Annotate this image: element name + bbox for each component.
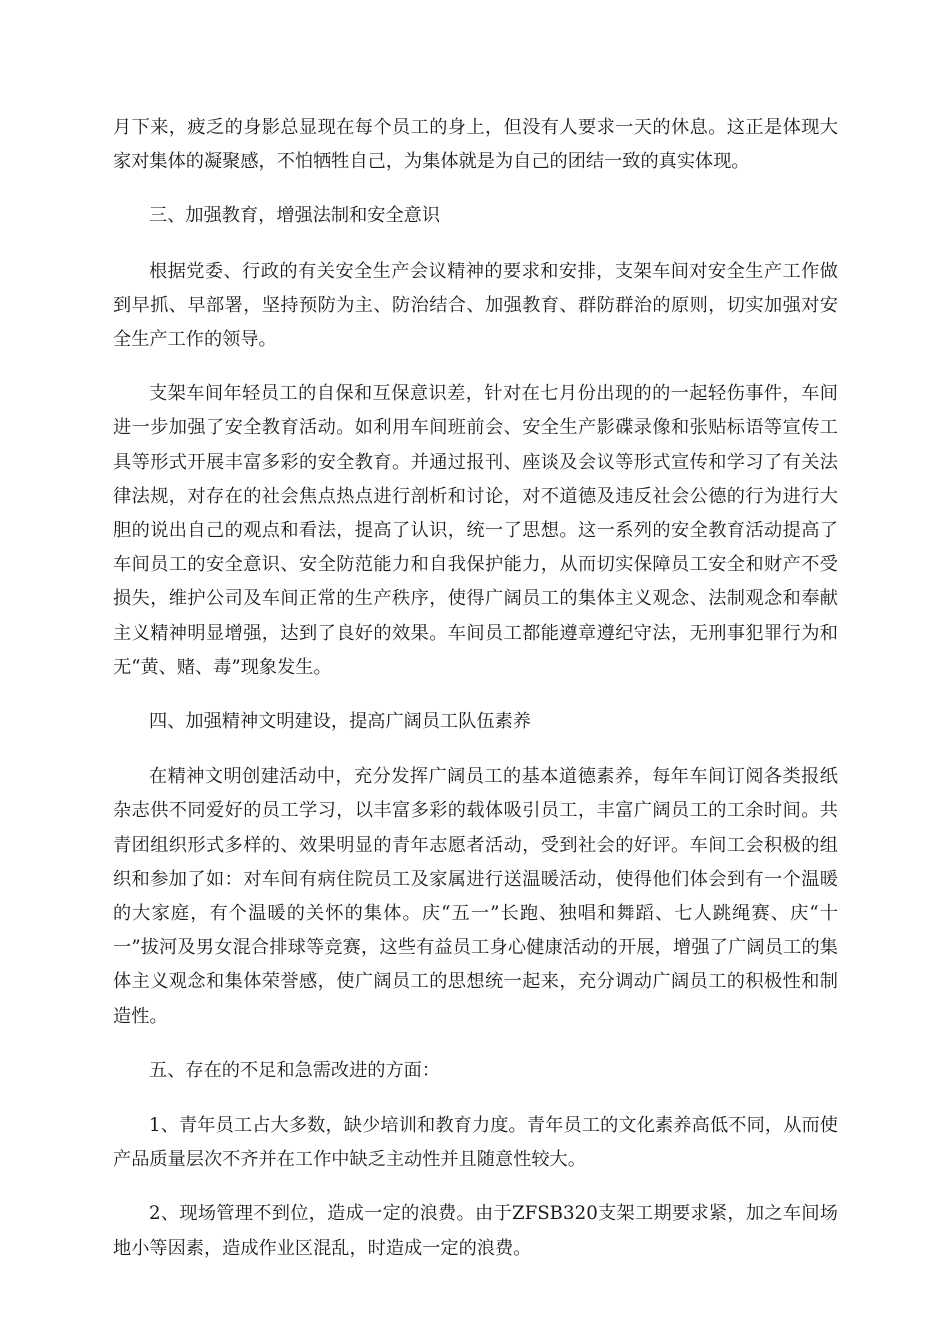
paragraph-shortcoming-1: 1、青年员工占大多数，缺少培训和教育力度。青年员工的文化素养高低不同，从而使产品质量层次不齐并在工作中缺乏主动性并且随意性较大。 <box>113 1115 838 1171</box>
paragraph-continuation: 月下来，疲乏的身影总显现在每个员工的身上，但没有人要求一天的休息。这正是体现大家对集体的凝聚感，不怕牺牲自己，为集体就是为自己的团结一致的真实体现。 <box>113 117 838 173</box>
section-heading-4: 四、加强精神文明建设，提高广阔员工队伍素养 <box>149 711 531 733</box>
document-body <box>113 111 838 1286</box>
paragraph-shortcoming-2: 2、现场管理不到位，造成一定的浪费。由于ZFSB320支架工期要求紧，加之车间场地小等因素，造成作业区混乱，时造成一定的浪费。 <box>113 1203 838 1259</box>
paragraph-safety-education: 支架车间年轻员工的自保和互保意识差，针对在七月份出现的的一起轻伤事件，车间进一步加强了安全教育活动。如利用车间班前会、安全生产影碟录像和张贴标语等宣传工具等形式开展丰富多彩的安全教育。并通过报刊、座谈及会议等形式宣传和学习了有关法律法规，对存在的社会焦点热点进行剖析和讨论，对不道德及违反社会公德的行为进行大胆的说出自己的观点和看法，提高了认识，统一了思想。这一系列的安全教育活动提高了车间员工的安全意识、安全防范能力和自我保护能力，从而切实保障员工安全和财产不受损失，维护公司及车间正常的生产秩序，使得广阔员工的集体主义观念、法制观念和奉献主义精神明显增强，达到了良好的效果。车间员工都能遵章遵纪守法，无刑事犯罪行为和无“黄、赌、毒”现象发生。 <box>113 383 838 678</box>
section-heading-3: 三、加强教育，增强法制和安全意识 <box>149 205 441 227</box>
section-heading-5: 五、存在的不足和急需改进的方面： <box>149 1059 441 1081</box>
paragraph-civilization-activities: 在精神文明创建活动中，充分发挥广阔员工的基本道德素养，每年车间订阅各类报纸杂志供不同爱好的员工学习，以丰富多彩的载体吸引员工，丰富广阔员工的工余时间。共青团组织形式多样的、效果明显的青年志愿者活动，受到社会的好评。车间工会积极的组织和参加了如：对车间有病住院员工及家属进行送温暖活动，使得他们体会到有一个温暖的大家庭，有个温暖的关怀的集体。庆“五一”长跑、独唱和舞蹈、七人跳绳赛、庆“十一”拔河及男女混合排球等竞赛，这些有益员工身心健康活动的开展，增强了广阔员工的集体主义观念和集体荣誉感，使广阔员工的思想统一起来，充分调动广阔员工的积极性和制造性。 <box>113 766 838 1027</box>
paragraph-safety-arrangement: 根据党委、行政的有关安全生产会议精神的要求和安排，支架车间对安全生产工作做到早抓、早部署，坚持预防为主、防治结合、加强教育、群防群治的原则，切实加强对安全生产工作的领导。 <box>113 260 838 351</box>
